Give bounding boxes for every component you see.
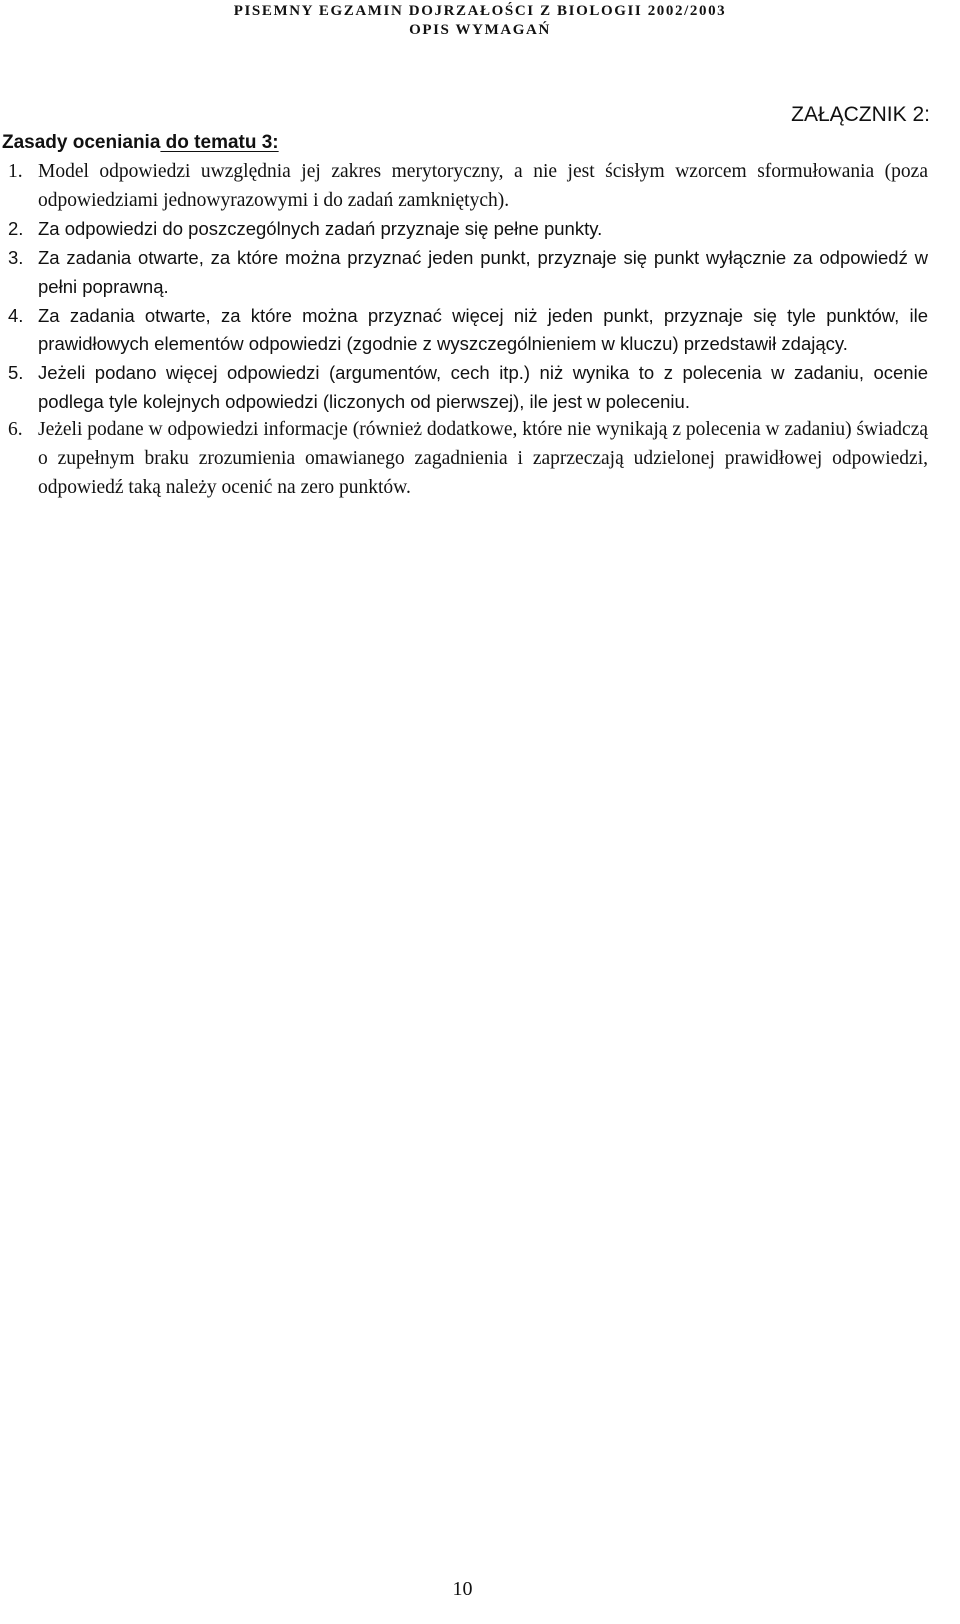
rule-text: Za odpowiedzi do poszczególnych zadań przyznaje się pełne punkty. <box>38 218 603 240</box>
rule-item <box>8 215 928 244</box>
rule-number: 5. <box>8 361 24 383</box>
attachment-label: ZAŁĄCZNIK 2: <box>791 103 930 126</box>
rule-number: 1. <box>8 161 23 182</box>
section-title-text: Zasady oceniania <box>2 132 161 153</box>
rule-text: Za zadania otwarte, za które można przyznać więcej niż jeden punkt, przyznaje się tyle punktów, ile prawidłowych elementów odpowiedzi (zgodnie z wyszczególnieniem w kluczu) przedstawił zdający. <box>38 304 928 355</box>
rule-number: 4. <box>8 304 24 326</box>
rule-text: Model odpowiedzi uwzględnia jej zakres merytoryczny, a nie jest ścisłym wzorcem sformułowania (poza odpowiedziami jednowyrazowymi i do zadań zamkniętych). <box>38 161 928 211</box>
rule-item <box>8 359 928 416</box>
rule-number: 6. <box>8 419 23 441</box>
rule-item <box>8 158 928 215</box>
grading-rules-list <box>8 158 928 502</box>
exam-title: PISEMNY EGZAMIN DOJRZAŁOŚCI Z BIOLOGII 2002/2003 <box>233 3 727 19</box>
section-title <box>2 132 279 154</box>
rule-text: Jeżeli podane w odpowiedzi informacje (również dodatkowe, które nie wynikają z polecenia w zadaniu) świadczą o zupełnym braku zrozumienia omawianego zagadnienia i zaprzeczają udzielonej prawidłowej odpowiedzi, odpowiedź taką należy ocenić na zero punktów. <box>38 419 928 498</box>
rule-text: Za zadania otwarte, za które można przyznać jeden punkt, przyznaje się punkt wyłącznie za odpowiedź w pełni poprawną. <box>38 247 928 297</box>
rule-item <box>8 244 928 301</box>
page-header <box>0 2 960 40</box>
section-title-topic: do tematu 3: <box>160 132 279 153</box>
rule-text: Jeżeli podano więcej odpowiedzi (argumentów, cech itp.) niż wynika to z polecenia w zadaniu, ocenie podlega tyle kolejnych odpowiedzi (liczonych od pierwszej), ile jest w poleceniu. <box>38 361 928 412</box>
rule-number: 3. <box>8 247 24 269</box>
rule-item <box>8 416 928 502</box>
rule-number: 2. <box>8 218 24 240</box>
rule-item <box>8 302 928 359</box>
header-subtitle: OPIS WYMAGAŃ <box>409 22 551 38</box>
page-number: 10 <box>452 1578 473 1600</box>
